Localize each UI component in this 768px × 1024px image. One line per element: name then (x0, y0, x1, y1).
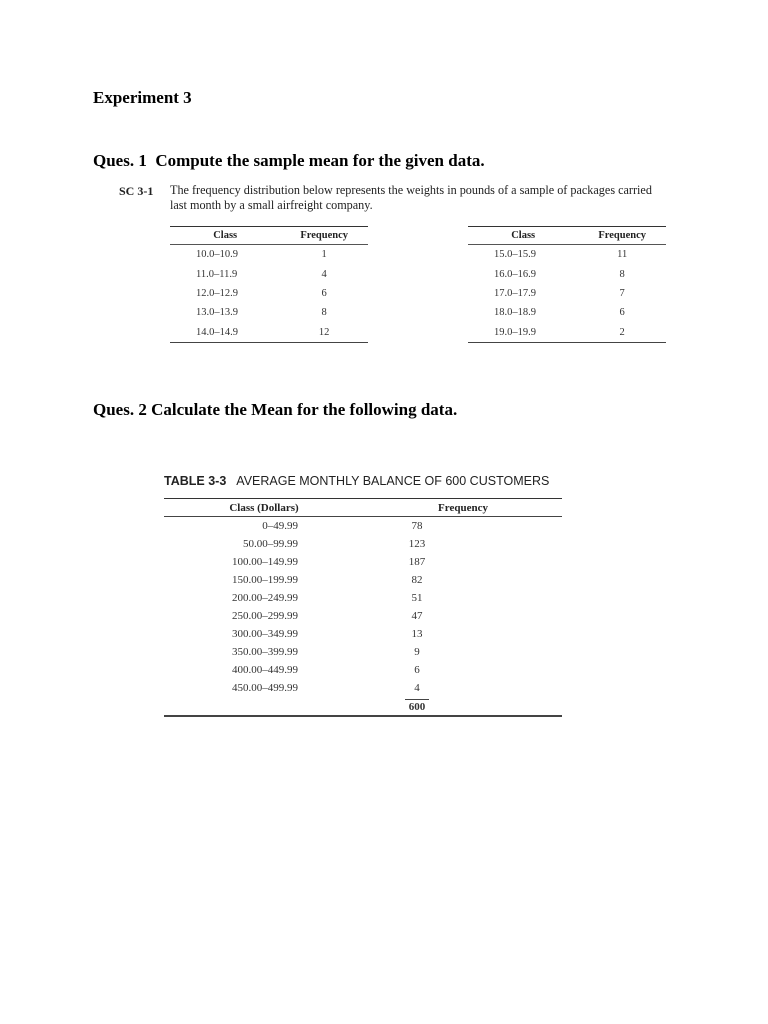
total-value: 600 (405, 699, 430, 713)
class-cell: 18.0–18.9 (494, 307, 536, 319)
class-cell: 14.0–14.9 (170, 323, 280, 343)
frequency-cell: 4 (414, 682, 420, 694)
frequency-table-left (170, 226, 368, 343)
class-cell: 12.0–12.9 (196, 287, 238, 299)
column-header-class: Class (468, 227, 578, 245)
table-row (468, 303, 666, 322)
frequency-cell: 51 (411, 592, 423, 604)
frequency-cell: 8 (619, 268, 625, 280)
class-cell: 16.0–16.9 (494, 268, 536, 280)
frequency-cell: 123 (408, 538, 426, 550)
table-row (468, 245, 666, 265)
column-header-frequency: Frequency (280, 227, 368, 245)
column-header-frequency: Frequency (364, 499, 562, 517)
frequency-cell: 4 (321, 268, 327, 280)
class-cell: 0–49.99 (262, 520, 298, 532)
table-row (164, 517, 562, 536)
question-2-title: Ques. 2 Calculate the Mean for the following data. (93, 400, 458, 419)
question-1-title: Ques. 1 Compute the sample mean for the given data. (93, 151, 485, 170)
frequency-cell: 6 (619, 307, 625, 319)
frequency-cell: 9 (414, 646, 420, 658)
class-cell: 15.0–15.9 (494, 249, 536, 261)
table-row (170, 284, 368, 303)
table-row (164, 661, 562, 679)
class-cell: 400.00–449.99 (232, 664, 298, 676)
frequency-cell: 47 (411, 610, 423, 622)
class-cell: 50.00–99.99 (243, 538, 298, 550)
frequency-cell: 82 (411, 574, 423, 586)
frequency-cell: 13 (411, 628, 423, 640)
class-cell: 350.00–399.99 (232, 646, 298, 658)
class-cell: 300.00–349.99 (232, 628, 298, 640)
table-label: TABLE 3-3 (164, 474, 227, 488)
table-3-3-title (164, 474, 549, 488)
frequency-cell: 187 (408, 556, 426, 568)
frequency-cell: 7 (619, 287, 625, 299)
table-caption: AVERAGE MONTHLY BALANCE OF 600 CUSTOMERS (236, 474, 550, 488)
frequency-table-right (468, 226, 666, 343)
table-row (164, 589, 562, 607)
class-cell: 200.00–249.99 (232, 592, 298, 604)
frequency-cell: 12 (280, 323, 368, 343)
frequency-cell: 2 (578, 323, 666, 343)
frequency-cell: 8 (321, 307, 327, 319)
table-row (164, 553, 562, 571)
class-cell: 150.00–199.99 (232, 574, 298, 586)
class-cell: 13.0–13.9 (196, 307, 238, 319)
frequency-cell: 1 (321, 249, 327, 261)
frequency-cell: 11 (617, 249, 628, 261)
class-cell: 10.0–10.9 (196, 249, 238, 261)
total-row (164, 697, 562, 716)
frequency-cell: 78 (411, 520, 423, 532)
class-cell: 19.0–19.9 (468, 323, 578, 343)
table-row (164, 625, 562, 643)
table-row (170, 245, 368, 265)
column-header-class: Class (170, 227, 280, 245)
class-cell: 250.00–299.99 (232, 610, 298, 622)
table-row (164, 679, 562, 697)
frequency-cell: 6 (321, 287, 327, 299)
table-row (164, 535, 562, 553)
class-cell: 450.00–499.99 (232, 682, 298, 694)
total-spacer (164, 697, 364, 716)
frequency-cell: 6 (414, 664, 420, 676)
table-row (468, 284, 666, 303)
class-cell: 17.0–17.9 (494, 287, 536, 299)
table-row (468, 323, 666, 343)
sc-description: The frequency distribution below represents the weights in pounds of a sample of packages carried last month by a small airfreight company. (170, 183, 652, 212)
sc-label: SC 3-1 (119, 184, 154, 198)
table-row (164, 607, 562, 625)
class-cell: 100.00–149.99 (232, 556, 298, 568)
column-header-class-dollars: Class (Dollars) (164, 499, 364, 517)
table-row (164, 643, 562, 661)
balance-frequency-table (164, 498, 562, 717)
experiment-title: Experiment 3 (93, 88, 192, 107)
table-row (170, 323, 368, 343)
table-row (468, 264, 666, 283)
table-row (170, 264, 368, 283)
total-cell (364, 697, 562, 716)
column-header-frequency: Frequency (578, 227, 666, 245)
table-row (170, 303, 368, 322)
class-cell: 11.0–11.9 (196, 268, 238, 280)
table-row (164, 571, 562, 589)
